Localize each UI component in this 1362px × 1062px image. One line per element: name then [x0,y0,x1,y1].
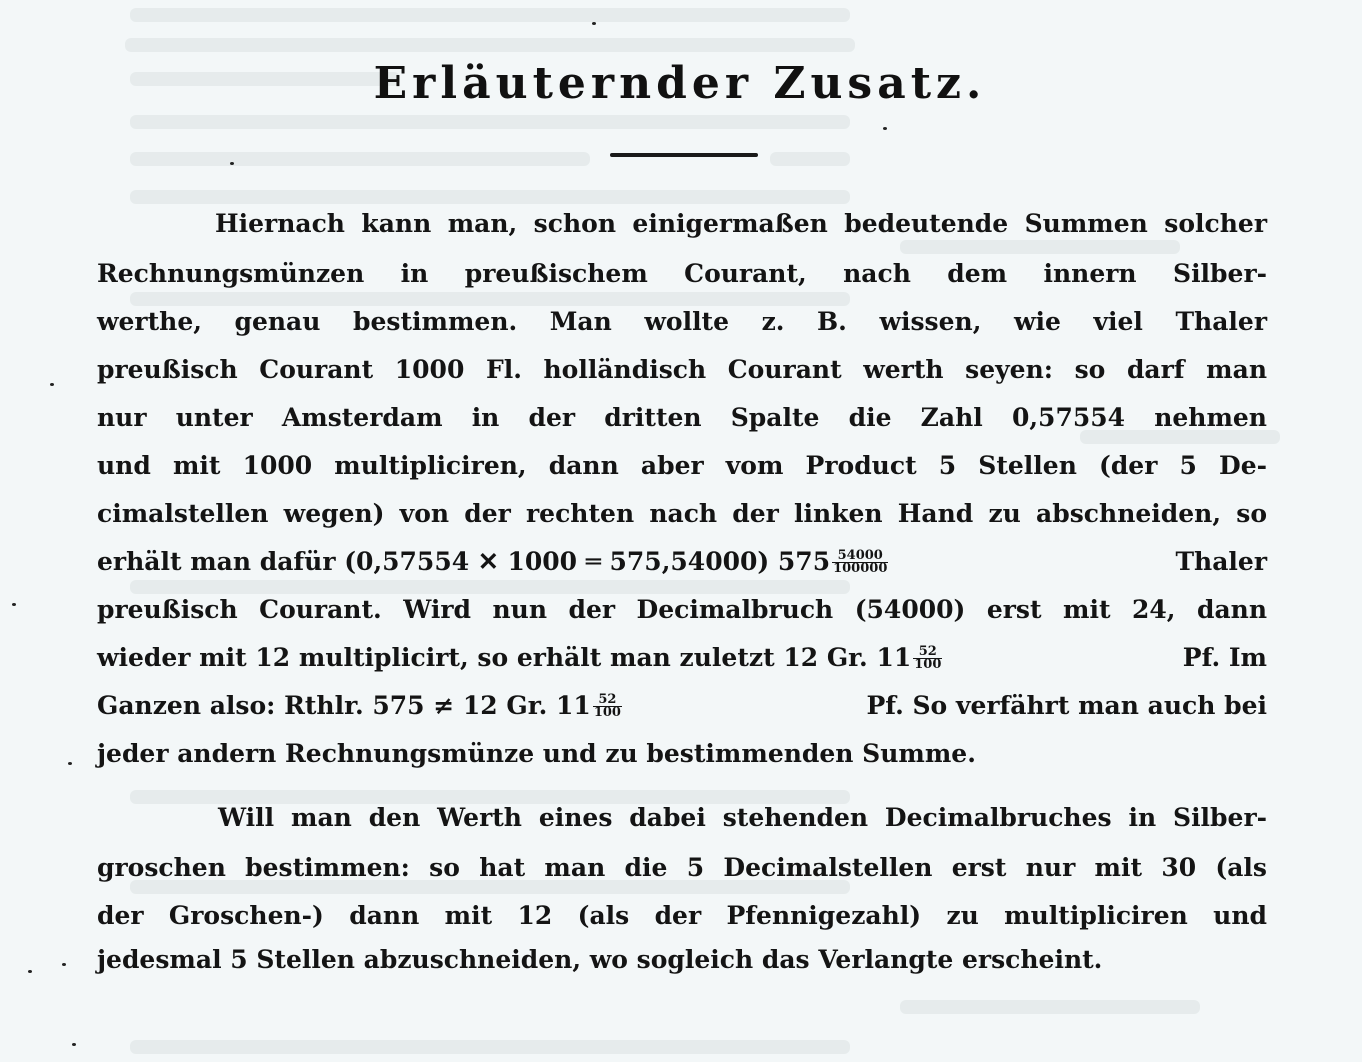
scan-speck [592,22,596,25]
line-text: Ganzen also: Rthlr. 575 ≠ 12 Gr. 11 [97,691,591,720]
fraction-thaler [832,547,888,576]
fraction-numerator: 52 [593,694,622,707]
paragraph-2-line-1: Will man den Werth eines dabei stehenden Decimalbruches in Silber- [218,803,1267,832]
scan-speck [230,162,234,165]
paragraph-1-line-12: jeder andern Rechnungsmünze und zu bestimmenden Summe. [97,739,976,768]
paragraph-1-line-3: werthe, genau bestimmen. Man wollte z. B. wissen, wie viel Thaler [97,307,1267,336]
paragraph-1-line-8 [97,546,1267,578]
paragraph-1-line-6: und mit 1000 multipliciren, dann aber vom Product 5 Stellen (der 5 De- [97,451,1267,480]
scan-speck [62,963,66,966]
paragraph-2-line-2: groschen bestimmen: so hat man die 5 Decimalstellen erst nur mit 30 (als [97,853,1267,882]
line-tail: Thaler [1175,547,1267,576]
paragraph-1-line-5: nur unter Amsterdam in der dritten Spalte die Zahl 0,57554 nehmen [97,403,1267,432]
line-tail: Pf. Im [1182,643,1267,672]
scan-speck [72,1043,76,1046]
title-underline-rule [610,153,758,157]
calculation-text: erhält man dafür (0,57554 ✕ 1000 ═ 575,54000) 575 [97,547,831,576]
scan-speck [50,383,54,386]
line-text: wieder mit 12 multiplicirt, so erhält man zuletzt 12 Gr. 11 [97,643,912,672]
fraction-numerator: 52 [913,646,942,659]
paragraph-1-line-4: preußisch Courant 1000 Fl. holländisch Courant werth seyen: so darf man [97,355,1267,384]
paragraph-1-line-10 [97,642,1267,674]
scan-speck [68,762,72,765]
fraction-denominator: 100 [914,656,942,672]
fraction-denominator: 100000 [833,560,888,576]
fraction-numerator: 54000 [832,550,888,563]
scan-speck [12,603,16,606]
scan-speck [883,127,887,130]
fraction-denominator: 100 [593,704,621,720]
paragraph-1-line-11 [97,690,1267,722]
fraction-pfennig [913,643,942,672]
paragraph-1-line-1: Hiernach kann man, schon einigermaßen bedeutende Summen solcher [215,209,1267,238]
scan-speck [28,970,32,973]
paragraph-1-line-9: preußisch Courant. Wird nun der Decimalbruch (54000) erst mit 24, dann [97,595,1267,624]
fraction-pfennig [593,691,622,720]
paragraph-2-line-3: der Groschen-) dann mit 12 (als der Pfennigezahl) zu multipliciren und [97,901,1267,930]
paragraph-2-line-4: jedesmal 5 Stellen abzuschneiden, wo sogleich das Verlangte erscheint. [97,945,1103,974]
paragraph-1-line-2: Rechnungsmünzen in preußischem Courant, nach dem innern Silber- [97,259,1267,288]
line-tail: Pf. So verfährt man auch bei [866,691,1267,720]
page-title: Erläuternder Zusatz. [373,58,987,109]
paragraph-1-line-7: cimalstellen wegen) von der rechten nach der linken Hand zu abschneiden, so [97,499,1267,528]
